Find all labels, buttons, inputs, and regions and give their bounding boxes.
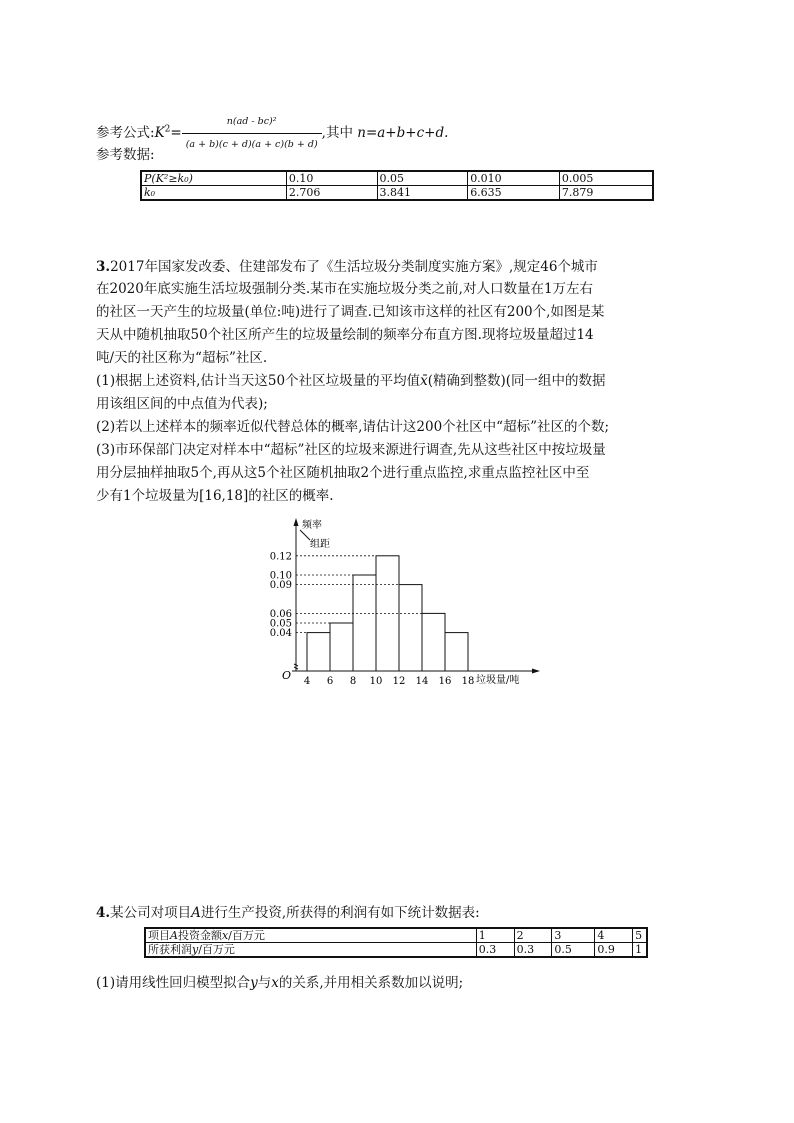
- x-tick-label: 10: [369, 676, 383, 687]
- ylabel-slash: [300, 530, 310, 540]
- q4-sub1-text: (1)请用线性回归模型拟合: [96, 975, 251, 991]
- formula-equals: =: [170, 125, 182, 141]
- q3-line: 的社区一天产生的垃圾量(单位:吨)进行了调查.已知该市这样的社区有200个,如图是某: [96, 304, 605, 320]
- q3-line: 在2020年底实施生活垃圾强制分类.某市在实施垃圾分类之前,对人口数量在1万左右: [96, 281, 594, 297]
- formula-fraction: [182, 112, 322, 155]
- table-cell: 6.635: [468, 186, 560, 201]
- q4-number: 4.: [96, 905, 111, 921]
- q3-text: 2017年国家发改委、住建部发布了《生活垃圾分类制度实施方案》,规定46个城市: [110, 259, 598, 275]
- y-tick-label: 0.04: [269, 628, 292, 640]
- table-cell: 1: [633, 943, 647, 958]
- critical-value-table: [140, 170, 654, 201]
- q3-line: 天从中随机抽取50个社区所产生的垃圾量绘制的频率分布直方图.现将垃圾量超过14: [96, 327, 594, 343]
- formula-denominator: (a + b)(c + d)(a + c)(b + d): [182, 133, 322, 155]
- x-tick-label: 12: [392, 676, 406, 687]
- q3-sub1-text: (精确到整数)(同一组中的数据: [427, 373, 606, 389]
- investment-profit-table: [144, 927, 648, 958]
- table-cell: 1: [476, 928, 514, 943]
- ylabel-bottom: 组距: [310, 539, 330, 550]
- q4-sub1-text: 与: [257, 975, 272, 991]
- label-part: 项目: [148, 929, 170, 942]
- formula-suffix-text: ,其中: [321, 125, 358, 141]
- label-part: y: [192, 943, 199, 956]
- x-tick-label: 14: [415, 676, 429, 687]
- x-tick-labels: [304, 676, 475, 687]
- table-cell: 0.010: [468, 171, 560, 186]
- histogram-bar: [353, 575, 376, 671]
- x-tick-label: 18: [461, 676, 475, 687]
- table-cell: 0.3: [514, 943, 552, 958]
- k-symbol: K: [154, 125, 165, 141]
- x-tick-label: 16: [438, 676, 452, 687]
- q4-line: [96, 903, 480, 923]
- table-cell: [145, 943, 476, 958]
- q3-sub2: (2)若以上述样本的频率近似代替总体的概率,请估计这200个社区中“超标”社区的个数;: [96, 419, 610, 435]
- formula-suffix: n=a+b+c+d.: [357, 125, 449, 141]
- y-tick-label: 0.05: [269, 618, 292, 630]
- table-cell: 2.706: [286, 186, 377, 201]
- table-cell: 5: [633, 928, 647, 943]
- y-tick-label: 0.06: [269, 608, 292, 620]
- q4-sub1-text: 的关系,并用相关系数加以说明;: [278, 975, 464, 991]
- histogram-bar: [307, 633, 330, 671]
- label-part: /百万元: [198, 943, 235, 956]
- x-tick-label: 6: [326, 676, 334, 687]
- x-tick-label: 4: [303, 676, 311, 687]
- histogram-bar: [376, 556, 399, 671]
- value-guides: [296, 556, 422, 633]
- y-variable: y: [250, 975, 258, 991]
- table-cell: 3: [552, 928, 595, 943]
- reference-data-label: 参考数据:: [96, 147, 155, 163]
- table-cell: 7.879: [559, 186, 653, 201]
- table-row: [141, 171, 653, 186]
- y-axis-arrow: [294, 518, 299, 526]
- table-cell: 4: [595, 928, 633, 943]
- q3-line: [96, 257, 598, 277]
- q3-line: 吨/天的社区称为“超标”社区.: [96, 350, 268, 366]
- frequency-histogram: [262, 516, 542, 688]
- label-part: /百万元: [228, 929, 265, 942]
- label-part: 投资金额: [177, 929, 222, 942]
- histogram-bar: [330, 623, 353, 671]
- q3-sub1-line2: 用该组区间的中点值为代表);: [96, 396, 268, 412]
- q3-number: 3.: [96, 259, 111, 275]
- histogram-bars: [307, 556, 468, 671]
- table-cell: 0.10: [286, 171, 377, 186]
- project-variable: A: [191, 905, 201, 921]
- ylabel-top: 频率: [302, 520, 322, 531]
- table-cell: 0.005: [559, 171, 653, 186]
- q4-sub1: [96, 973, 463, 993]
- q3-sub1-text: (1)根据上述资料,估计当天这50个社区垃圾量的平均值: [96, 373, 421, 389]
- origin-label: O: [282, 669, 292, 682]
- x-tick-label: 8: [349, 676, 357, 687]
- table-cell: 0.05: [377, 171, 468, 186]
- q4-text: 进行生产投资,所获得的利润有如下统计数据表:: [200, 905, 480, 921]
- histogram-bar: [422, 613, 445, 671]
- table-cell: 0.5: [552, 943, 595, 958]
- formula-prefix: 参考公式:: [96, 125, 155, 141]
- table-cell: 2: [514, 928, 552, 943]
- histogram-bar: [399, 585, 422, 671]
- label-part: x: [221, 929, 229, 942]
- q3-sub1: [96, 371, 606, 391]
- x-axis-arrow: [532, 669, 540, 674]
- table-row: [145, 928, 647, 943]
- x-variable: x: [271, 975, 279, 991]
- table-cell: 0.3: [476, 943, 514, 958]
- table-cell: P(K²≥k₀): [141, 171, 286, 186]
- y-tick-label: 0.12: [269, 551, 292, 563]
- q3-sub3: 用分层抽样抽取5个,再从这5个社区随机抽取2个进行重点监控,求重点监控社区中至: [96, 465, 590, 481]
- q4-text: 某公司对项目: [110, 905, 192, 921]
- histogram-bar: [445, 633, 468, 671]
- q3-sub3: 少有1个垃圾量为[16,18]的社区的概率.: [96, 488, 334, 504]
- k-exponent: 2: [164, 124, 171, 135]
- label-part: 所获利润: [148, 943, 192, 956]
- y-tick-label: 0.10: [269, 570, 292, 582]
- table-cell: 0.9: [595, 943, 633, 958]
- y-tick-label: 0.09: [269, 580, 292, 592]
- table-row: [141, 186, 653, 201]
- formula-numerator: n(ad - bc)²: [226, 116, 277, 127]
- table-row: [145, 943, 647, 958]
- y-tick-labels: [270, 551, 292, 639]
- q3-sub3: (3)市环保部门决定对样本中“超标”社区的垃圾来源进行调查,先从这些社区中按垃圾量: [96, 442, 606, 458]
- table-cell: k₀: [141, 186, 286, 201]
- label-part: A: [170, 929, 178, 942]
- mean-variable: x̄: [420, 373, 428, 389]
- table-cell: [145, 928, 476, 943]
- table-cell: 3.841: [377, 186, 468, 201]
- x-axis-label: 垃圾量/吨: [476, 675, 520, 686]
